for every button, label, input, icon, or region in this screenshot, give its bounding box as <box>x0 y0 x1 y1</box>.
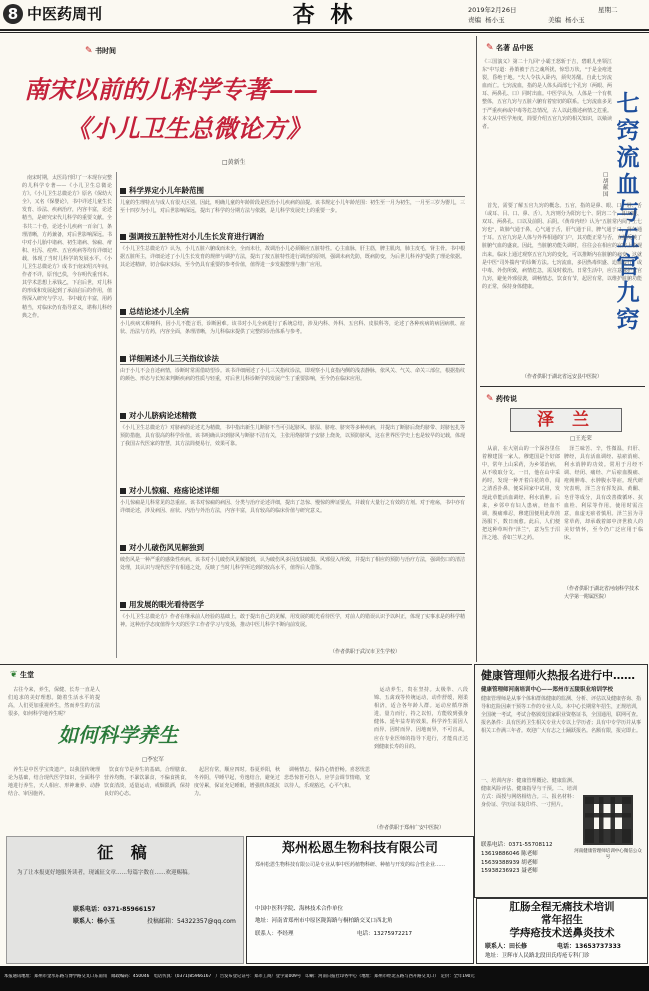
right-column-author-note: （作者供职于湖北省远安县中医院） <box>521 374 602 380</box>
filler-text: 儿童的生理特点与成人有很大区别。因此，明确儿童的年龄阶段是医治小儿疾病的前提。该书规定小儿年龄范围：初生至一月为初生，一月至三岁为婴儿，三至十四岁为小儿，对后世影响深远，提出了科学的分期方法与依据，是儿科学发展史上的重要一步。 <box>120 200 465 215</box>
filler-text: 破伤风是一种严重的感染性疾病。该书对小儿破伤风见解独到，认为破伤风多因皮肤破损、风邪侵入所致，并提出了相应的预防与治疗方法，强调伤口的清洁处理，其认识与现代医学有相通之处，反映了当时儿科学所达到的较高水平，值得后人借鉴。 <box>120 557 465 572</box>
health-editor-note: （作者供职于郑州广安中医院） <box>374 825 445 831</box>
issue-date: 2019年2月26日 <box>468 6 517 14</box>
editor-label: 责编 <box>468 16 481 24</box>
subsection-body-3 <box>120 320 465 350</box>
recruit-contact: 联系人：杨小玉 <box>73 918 116 925</box>
health-body-col2 <box>104 766 190 828</box>
recruit-phone: 联系电话：0371-85966157 <box>73 906 156 913</box>
subsection-heading-3 <box>120 306 189 318</box>
subsection-heading-6 <box>120 485 219 497</box>
quill-icon: ✎ <box>486 43 494 53</box>
subsection-title: 科学界定小儿年龄范围 <box>129 186 204 195</box>
designer-credit <box>548 15 585 25</box>
filler-text: 调畅情志，保持心情舒畅。喜怒忧思悲恐惊皆可伤人，应学会调节情绪，宽以待人，乐观豁达，心平气和。 <box>284 767 370 790</box>
filler-text: 古往今来，养生，保健、长寿一直是人们追求的美好理想。随着生活水平的提高，人们更加重视养生，然而养生的方法很多，如何科学地养生呢？ <box>8 687 100 718</box>
square-bullet-icon <box>120 234 126 240</box>
designer-label: 美编 <box>548 16 561 24</box>
subsection-heading-8 <box>120 599 204 611</box>
poem-column-tag <box>486 394 517 404</box>
subsection-rule <box>120 421 465 422</box>
subsection-title: 对小儿惊痫、疮疡论述详细 <box>129 486 219 495</box>
feature-editor-note: （作者供职于武汉市卫生学校） <box>330 649 401 655</box>
right-column-tag <box>486 43 533 53</box>
quill-icon: ✎ <box>486 394 494 404</box>
right-column-body-top <box>482 58 612 202</box>
subsection-rule <box>120 553 465 554</box>
health-body-col5 <box>374 686 468 822</box>
subsection-body-6 <box>120 499 465 539</box>
vertical-headline-text: 七窍流血与五官九窍 <box>616 90 640 333</box>
square-bullet-icon <box>120 545 126 551</box>
section-title: 杏 林 <box>292 2 357 28</box>
page-number: 8 <box>7 5 19 23</box>
right-column-tag-text: 名著 品中医 <box>495 44 534 52</box>
filler-text: 小儿疾病又称哑科，因小儿不能言语，诊断困难。该书对小儿全病进行了系统总结，涉及内科、外科、五官科、皮肤科等，论述了各种疾病的病因病机、症状、治法与方药，内容全面，条理清晰，为儿科临床提供了完整的诊治体系与参考。 <box>120 321 465 336</box>
subsection-rule <box>120 496 465 497</box>
zhengzhou-ad-body: 郑州松恩生物科技有限公司是专业从事中医药植物科研、种植与开发的综合性企业…… <box>255 862 446 868</box>
subsection-heading-5 <box>120 410 197 422</box>
subsection-body-8 <box>120 613 465 649</box>
poem-title: 泽 兰 <box>537 410 595 430</box>
poem-tag-text: 药传说 <box>495 395 517 403</box>
health-tag-text: 生堂 <box>19 671 34 679</box>
filler-text: 首先，需要了解五官九窍的概念。五官，指的是鼻、眼、口、唇、舌（或耳、目、口、鼻、舌）。九窍则分为阳窍七个、阴窍二个，即双眼、双耳、两鼻孔、口以及前阴、后阴。《黄帝内经》认为"五脏常内阅于上七窍也"，故肺气通于鼻，心气通于舌，肝气通于目，脾气通于口，肾气通于耳。五官九窍是人体与外界相通的门户，其功能正常与否，直接反映了脏腑气血的盛衰。因此，当脏腑功能失调时，往往会在相应的官窍上表现出来。临床上通过观察五官九窍的变化，可以推断内在脏腑的病变，这就是中医"司外揣内"的诊断方法。七窍流血，多因热毒炽盛、迫血妄行，或中毒、外伤所致，病情危急，需及时救治。日常生活中，应注意保护五官九窍，避免外邪侵袭，调畅情志，饮食有节，起居有常，以维护脏腑功能的正常，保持身体健康。 <box>482 203 642 290</box>
paper-name: 中医药周刊 <box>27 5 103 23</box>
health-body-col3 <box>194 766 280 828</box>
subsection-title: 详细阐述小儿三关指纹诊法 <box>129 354 219 363</box>
subsection-heading-1 <box>120 185 204 197</box>
filler-text: 运动养生，贵在坚持。太极拳、八段锦、五禽戏等传统运动，动作舒缓，刚柔相济，适合各年龄人群。运动应循序渐进，量力而行，持之以恒，方能收到强身健体、延年益寿的效果。科学养生需因人而异、因时而异、因地而异，不可盲从，应在专业医师的指导下进行，才能真正达到健康长寿的目的。 <box>374 687 468 750</box>
filler-text: 一、培训内容：健康管理概论、健康监测、健康风险评估、健康指导与干预。二、培训方式：面授与网络相结合。三、报名材料：身份证、学历证书复印件、一寸照片。 <box>481 778 577 809</box>
poem-body-left <box>482 445 560 613</box>
feature-author: □黄新生 <box>222 159 246 166</box>
zhengzhou-ad <box>246 836 474 964</box>
subsection-body-4 <box>120 367 465 407</box>
health-ad-body <box>481 695 641 775</box>
intro-divider <box>116 172 117 658</box>
zhengzhou-phone: 电话：13275972217 <box>357 931 412 937</box>
health-body-col1 <box>8 766 100 828</box>
contact-line: 15639388939 胡老师 <box>481 859 538 866</box>
filler-text: 饮食有节是养生的基础。合理膳食、营养均衡，不暴饮暴食，不偏食挑食，饮食清淡，适量运动，戒烟限酒，保持良好的心态。 <box>104 767 190 798</box>
anorectal-line-2: 常年招生 <box>541 914 583 926</box>
filler-text: 小儿惊痫是儿科常见的急重症。该书对惊痫的病因、分类与治疗论述详细，提出了急惊、慢惊的辨证要点，并载有大量行之有效的方剂。对于疮疡，书中亦有详细论述，涉及病因、症状、内治与外治方法，内容丰富，具有较高的临床价值与研究意义。 <box>120 500 465 515</box>
filler-text: 《小儿卫生总微论方》对脐病的论述尤为精微，书中指出新生儿断脐不当可引起脐风、脐湿、脐疮、脐突等多种疾病，并提出了断脐后烧灼脐带、封脐包扎等预防措施，具有很高的科学价值。该书明确认识到脐风与断脐不洁有关，主张用烙脐饼子安脐上烧灸，以预防脐风，这在世界医学史上也是较早的记载，体现了我国古代医家的智慧，其方法简便易行，效果可靠。 <box>120 425 465 448</box>
health-author: □李宏军 <box>142 757 164 763</box>
subsection-body-7 <box>120 556 465 596</box>
filler-text: 《三国演义》第二十九回"小霸王怒斩于吉，碧眼儿坐领江东"中写道：孙策被于吉之魂所扰，惊恐万状，"于是金疮迸裂，昏绝于地。"夫人令扶入卧内，须臾苏醒。自此七窍流血而亡。七窍流血，指的是人体头面部七个孔窍（两眼、两耳、两鼻孔、口）同时出血。中医学认为，人体是一个有机整体，五官九窍与五脏六腑有着密切的联系。七窍流血多见于严重疾病或中毒等危急情况，古人以此描述病情之危重。本文从中医学角度，简要介绍五官九窍的相关知识，以飨读者。 <box>482 59 612 130</box>
filler-text: 《小儿卫生总微论方》认为，小儿五脏六腑成而未全，全而未壮，故调治小儿必须顺应五脏特性。心主血脉，肝主筋，脾主肌肉，肺主皮毛，肾主骨。书中根据五脏所主，详细论述了小儿生长发育的规律与调护方法，提出了按五脏特性进行调治的原则，强调未病先防，既病防变，为后世儿科养护提供了理论依据。其论述精辟，切合临床实际，至今仍具有重要的参考价值，值得进一步发掘整理与推广应用。 <box>120 246 465 269</box>
issue-weekday: 星期二 <box>598 6 618 14</box>
subsection-body-2 <box>120 245 465 303</box>
square-bullet-icon <box>120 188 126 194</box>
qr-caption: 河南健康管理师培训中心微信公众号 <box>574 849 642 861</box>
filler-text: 从前，在大别山的一个深谷里住着穆建国一家人。穆建国是个好郎中，常年上山采药，为乡邻治病，从不收取分文。一日，他在山中采药时，发现一种开着白花的草，闻之清香扑鼻，便采回家中试用，发现此草能活血调经、利水消肿。后来，乡邻中有妇人患病，经血不调，腹痛难忍，穆建国便用此草煎汤服下，数日而愈。此后，人们便把这种草叫作"泽兰"，意为生于沼泽之地、香如兰草之药。 <box>482 446 560 542</box>
subsection-title: 对小儿破伤风见解独到 <box>129 543 204 552</box>
anorectal-ad <box>476 898 648 964</box>
editor-credit <box>468 15 505 25</box>
feature-tag-text: 书时间 <box>94 47 116 55</box>
poem-author: □王光荣 <box>570 436 592 442</box>
recruit-title: 征 稿 <box>97 843 153 862</box>
filler-text: 《小儿卫生总微论方》作者在继承前人经验的基础上，敢于提出自己的见解，用发展的眼光看待医学，对前人的错误认识予以纠正，体现了实事求是的科学精神。这种治学态度值得今天的医学工作者学习与发扬，推动中医儿科学不断向前发展。 <box>120 614 465 629</box>
subsection-title: 用发展的眼光看待医学 <box>129 600 204 609</box>
editor-name: 杨小玉 <box>485 16 505 24</box>
anorectal-phone: 电话：13653737333 <box>557 943 621 950</box>
filler-text: 养生是中医学宝贵遗产，以我国传统理论为基础，结合现代医学知识，全面科学地进行养生，天人相应、形神兼养、动静结合、审因施养。 <box>8 767 100 798</box>
poem-author-note: （作者供职于湖北省河南科学技术大学第一附属医院） <box>564 586 640 600</box>
filler-text: 由于小儿不会自述病情，诊断时常需借助望诊。该书详细阐述了小儿三关指纹诊法，即观察小儿食指内侧的浅表静脉，依风关、气关、命关三部位，根据指纹的颜色、形态与长短来判断疾病的性质与轻重，对后世儿科诊断学的发展产生了重要影响，至今仍在临床应用。 <box>120 368 465 383</box>
anorectal-contact: 联系人：田长修 <box>485 943 528 950</box>
feature-headline-2: 《小儿卫生总微论方》 <box>66 114 311 143</box>
footer-bar <box>0 966 649 991</box>
subsection-title: 对小儿脐病论述精微 <box>129 411 197 420</box>
contact-line: 联系电话：0371-55708112 <box>481 842 553 848</box>
masthead-rule <box>0 29 649 31</box>
anorectal-address: 地址：卫辉市人民路北段田氏痔疮专科门诊 <box>485 953 590 959</box>
filler-text: 健康管理师是从事个体和群体健康的监测、分析、评估以及健康咨询、指导和危险因素干预等工作的专业人员。本中心长期常年招生，正规培训，全国统一考试，考试合格颁发国家职业资格证书，全国通用，联网可查。报名条件：具有医药卫生相关专业大专以上学历者；具有中专学历并从事相关工作满三年者。欢迎广大有志之士踊跃报名。名额有限，报完即止。 <box>481 696 641 735</box>
poem-body-right <box>564 445 643 585</box>
contact-line: 15938236923 聂老师 <box>481 868 538 875</box>
quill-icon: ✎ <box>85 46 93 56</box>
subsection-body-5 <box>120 424 465 481</box>
health-body-col4 <box>284 766 370 828</box>
masthead <box>0 0 649 32</box>
feature-headline-1: 南宋以前的儿科学专著—— <box>24 75 318 104</box>
footer-text: 本报通讯地址：郑州市金水东路与博学路交叉口东南角 邮政编码：450046 电话传真：(0371)85966167 广告发布登记证号：郑市工商广登字第009号 印刷：河南日报社印务中心（地址：郑州市经北五路与西开路交叉口） 定价：全年190元 <box>4 974 475 979</box>
health-headline: 如何科学养生 <box>58 723 178 747</box>
contact-line: 13619886046 陈老师 <box>481 850 538 857</box>
subsection-rule <box>120 610 465 611</box>
right-column-rule <box>480 386 645 387</box>
recruit-email: 投稿邮箱：54322357@qq.com <box>147 918 236 925</box>
anorectal-line-1: 肛肠全程无痛技术培训 <box>509 901 615 913</box>
square-bullet-icon <box>120 413 126 419</box>
zhengzhou-address: 地址：河南省郑州市中原区陇海路与桐柏路交叉口西北角 <box>255 918 393 924</box>
subsection-heading-2 <box>120 231 264 243</box>
recruit-box <box>6 836 244 964</box>
health-ad-title: 健康管理师火热报名进行中…… <box>481 669 635 682</box>
poem-title-box <box>510 408 622 432</box>
designer-name: 杨小玉 <box>565 16 585 24</box>
subsection-rule <box>120 196 465 197</box>
filler-text: 起居有常，顺应四时。春夏养阳，秋冬养阴，早睡早起，劳逸结合，避免过度劳累，保证充足睡眠，增强机体抵抗力。 <box>194 767 280 798</box>
section-divider <box>0 664 472 665</box>
right-column-author: □胡献国 <box>603 172 609 198</box>
feature-column-tag <box>85 46 116 56</box>
health-ad-contacts <box>481 841 552 876</box>
health-ad-subtitle: 健康管理师河南培训中心——郑州市五陵职业培训学校 <box>481 687 614 693</box>
subsection-heading-7 <box>120 542 204 554</box>
health-column-tag <box>10 670 34 680</box>
health-ad-detail <box>481 777 577 839</box>
filler-text: 泽兰味苦、辛，性微温，归肝、脾经，具有活血调经、祛瘀消痈、利水消肿的功效。常用于月经不调、经闭、痛经、产后瘀血腹痛、疮痈肿毒、水肿腹水等症。现代研究表明，泽兰含有挥发油、黄酮、皂苷等成分，具有改善微循环、抗血栓、利尿等作用。使用时需注意，血虚无瘀者慎用。泽兰虽为寻常草药，却承载着郎中济世救人的美好情怀，至今仍广泛应用于临床。 <box>564 446 643 542</box>
zhengzhou-contact: 联系人：李经理 <box>255 931 294 937</box>
anorectal-line-3: 学痔疮技术送鼻炎技术 <box>509 927 615 939</box>
masthead-rule-thin <box>0 32 649 33</box>
qr-code[interactable] <box>583 795 633 845</box>
square-bullet-icon <box>120 488 126 494</box>
feature-intro-text <box>22 174 112 657</box>
zhengzhou-tech: 中国中医科学院、海林技术合作单位 <box>255 906 344 912</box>
subsection-heading-4 <box>120 353 219 365</box>
right-column-body-bottom <box>482 202 642 372</box>
subsection-body-1 <box>120 199 465 229</box>
subsection-rule <box>120 364 465 365</box>
main-vertical-divider <box>476 36 477 662</box>
subsection-rule <box>120 317 465 318</box>
square-bullet-icon <box>120 356 126 362</box>
square-bullet-icon <box>120 602 126 608</box>
subsection-title: 强调按五脏特性对小儿生长发育进行调治 <box>129 232 264 241</box>
filler-text: 南宋时期，太医局刊印了一本现存完整的儿科学专著——《小儿卫生总微论方》。《小儿卫生总微论方》原名《保幼大全》，又名《保婴论》，书中详述儿童生长发育、诊法、疾病治疗，内容丰富，论述精当，是研究宋代儿科学的重要文献。全书共二十卷，论述小儿疾病一百余门，条理清晰，方药兼备，对后世影响深远。书中对小儿胎中诸病、初生诸病、惊痫、疳积、吐泻、痘疹、五官疾病等均有详细记载，体现了当时儿科学的发展水平。《小儿卫生总微论方》成书于南宋绍兴年间，作者不详，原刊已佚，今存明代重刊本。其学术思想上承钱乙，下启后世，对儿科的形成和发展起到了承前启后的作用，值得深入研究与学习。书中载方丰富，用药精当，对临床仍有指导意义，堪称儿科经典之作。 <box>22 175 112 319</box>
square-bullet-icon <box>120 309 126 315</box>
health-ad <box>474 664 648 898</box>
zhengzhou-ad-title: 郑州松恩生物科技有限公司 <box>281 841 438 856</box>
recruit-text: 为了让本报更好地服务读者，现诚征文章……每篇字数在……欢迎赐稿。 <box>17 870 194 876</box>
subsection-rule <box>120 242 465 243</box>
subsection-title: 总结论述小儿全病 <box>129 307 189 316</box>
leaf-icon: ❦ <box>10 670 18 680</box>
